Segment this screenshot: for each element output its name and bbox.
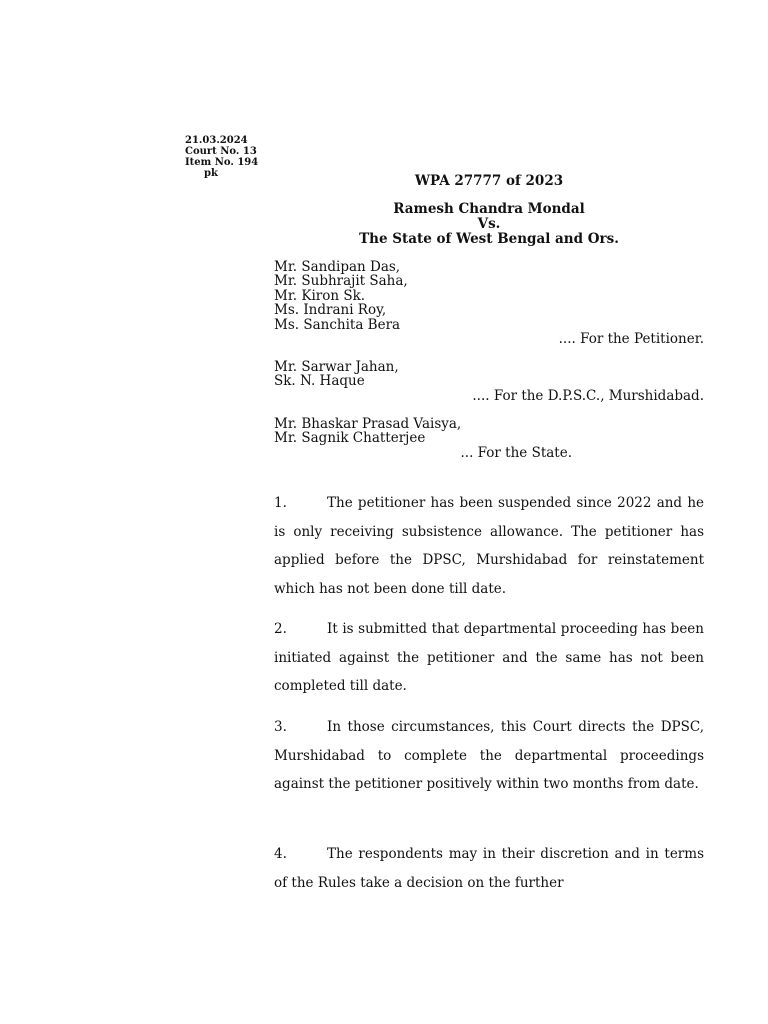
counsel-name: Mr. Bhaskar Prasad Vaisya,	[274, 416, 462, 432]
item-number: Item No. 194	[185, 157, 259, 168]
order-paragraph-1	[274, 489, 704, 603]
counsel-name: Mr. Subhrajit Saha,	[274, 273, 408, 290]
paragraph-text: It is submitted that departmental proceeding has been initiated against the petitioner and the same has not been completed till date.	[274, 621, 704, 695]
paragraph-number: 1.	[274, 495, 287, 511]
counsel-name: Ms. Indrani Roy,	[274, 302, 387, 319]
counsel-petitioner	[274, 260, 704, 346]
counsel-state	[274, 417, 704, 460]
case-number: WPA 27777 of 2023	[414, 173, 564, 189]
order-date: 21.03.2024	[185, 135, 248, 146]
counsel-name: Mr. Kiron Sk.	[274, 287, 366, 304]
paragraph-number: 4.	[274, 846, 287, 862]
counsel-dpsc	[274, 360, 704, 403]
margin-note	[185, 135, 258, 179]
paragraph-text: The petitioner has been suspended since 2022 and he is only receiving subsistence allowance. The petitioner has applied before the DPSC, Murshidabad for reinstatement which has not been done till date.	[274, 495, 704, 597]
petitioner-name: Ramesh Chandra Mondal	[393, 201, 585, 217]
counsel-role: .... For the D.P.S.C., Murshidabad.	[472, 387, 704, 404]
counsel-role: .... For the Petitioner.	[558, 331, 704, 348]
counsel-name: Mr. Sagnik Chatterjee	[274, 430, 426, 447]
paragraph-text: In those circumstances, this Court directs the DPSC, Murshidabad to complete the departmental proceedings against the petitioner positively within two months from date.	[274, 719, 704, 793]
cause-title	[274, 202, 704, 247]
clerk-initials: pk	[204, 168, 218, 179]
paragraph-number: 3.	[274, 719, 287, 735]
respondent-name: The State of West Bengal and Ors.	[359, 231, 619, 247]
court-number: Court No. 13	[185, 146, 257, 157]
counsel-name: Sk. N. Haque	[274, 373, 365, 390]
paragraph-text: The respondents may in their discretion and in terms of the Rules take a decision on the further	[274, 846, 704, 891]
order-paragraph-3	[274, 713, 704, 799]
counsel-name: Ms. Sanchita Bera	[274, 316, 401, 333]
counsel-name: Mr. Sandipan Das,	[274, 259, 401, 275]
versus-label: Vs.	[477, 216, 501, 232]
counsel-name: Mr. Sarwar Jahan,	[274, 359, 399, 375]
order-paragraph-4	[274, 840, 704, 897]
paragraph-number: 2.	[274, 621, 287, 637]
order-paragraph-2	[274, 615, 704, 701]
counsel-role: ... For the State.	[460, 444, 572, 461]
